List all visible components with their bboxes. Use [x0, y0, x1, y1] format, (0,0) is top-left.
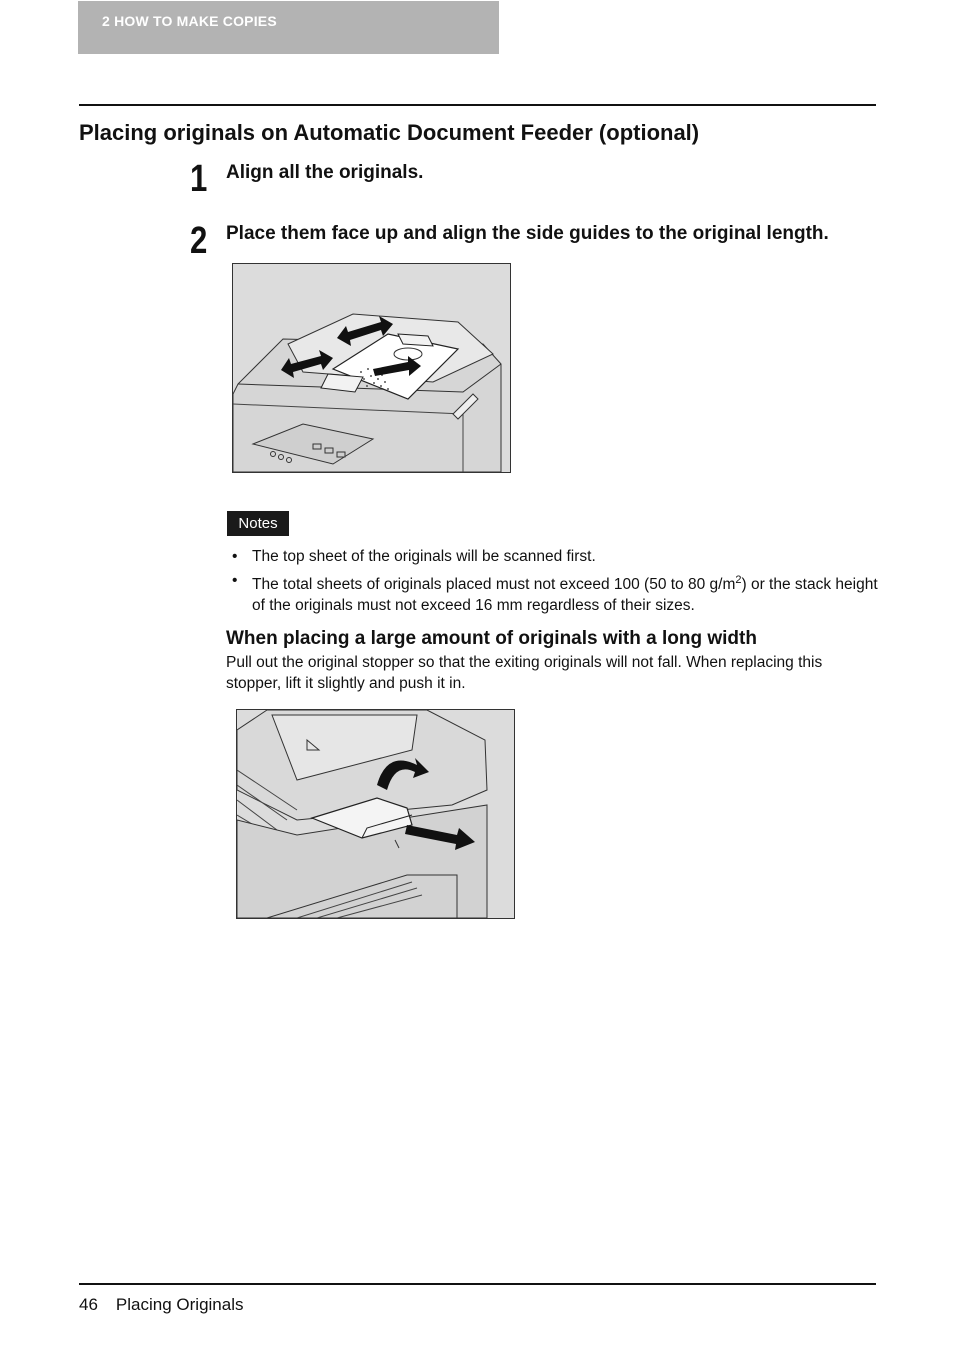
step-1-text: Align all the originals. — [226, 162, 424, 183]
step-2-text: Place them face up and align the side guides to the original length. — [226, 223, 829, 244]
footer-rule — [79, 1283, 876, 1285]
note-superscript: 2 — [735, 574, 742, 586]
bullet-icon: • — [232, 548, 238, 565]
note-text-before: The total sheets of originals placed must not exceed 100 (50 to 80 g/m — [252, 576, 736, 594]
section-top-rule — [79, 104, 876, 106]
chapter-label: 2 HOW TO MAKE COPIES — [102, 13, 277, 29]
note-text-after: ) or the stack height of the originals must not exceed 16 mm regardless of their sizes. — [252, 576, 878, 615]
notes-list — [232, 546, 882, 619]
step-2-number: 2 — [190, 220, 208, 262]
note-item — [232, 546, 882, 567]
adf-side-guides-illustration — [232, 263, 511, 473]
bullet-icon: • — [232, 572, 238, 589]
step-1-number: 1 — [190, 158, 208, 200]
section-title: Placing originals on Automatic Document Feeder (optional) — [79, 120, 700, 145]
note-item — [232, 570, 882, 616]
page-footer — [79, 1295, 243, 1315]
chapter-header-tab — [78, 1, 499, 54]
footer-section-name: Placing Originals — [115, 1295, 244, 1314]
notes-badge: Notes — [227, 511, 289, 536]
original-stopper-illustration — [236, 709, 515, 919]
page-number: 46 — [79, 1295, 98, 1314]
subsection-title: When placing a large amount of originals with a long width — [226, 628, 757, 649]
subsection-body: Pull out the original stopper so that the exiting originals will not fall. When replacing this stopper, lift it slightly and push it in. — [226, 654, 823, 692]
note-text: The top sheet of the originals will be scanned first. — [252, 548, 596, 565]
